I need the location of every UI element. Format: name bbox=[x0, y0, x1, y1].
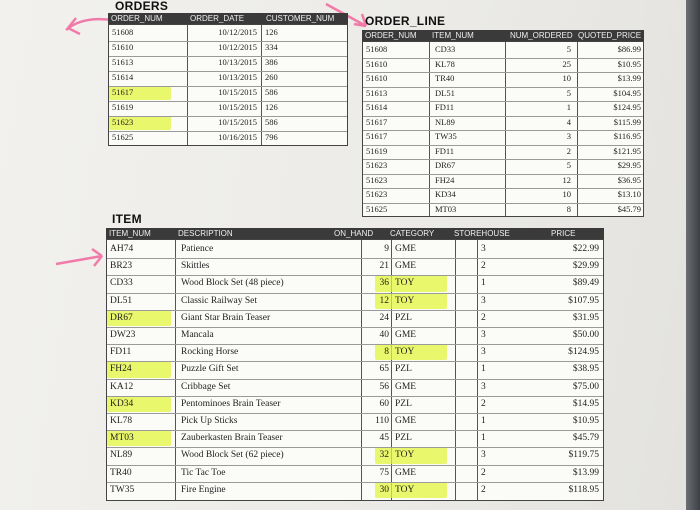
item-cell: DR67 bbox=[110, 312, 133, 323]
orderline-cell: FD11 bbox=[435, 102, 455, 112]
item-cell: PZL bbox=[395, 364, 412, 375]
item-cell: Puzzle Gift Set bbox=[181, 364, 239, 375]
orderline-cell: $104.95 bbox=[613, 87, 641, 98]
item-cell: Zauberkasten Brain Teaser bbox=[181, 433, 283, 444]
item-cell: FH24 bbox=[110, 364, 132, 375]
orders-cell: 10/15/2015 bbox=[218, 87, 257, 97]
item-cell: 3 bbox=[481, 330, 486, 340]
orderline-cell: $86.99 bbox=[617, 44, 641, 54]
item-cell: 3 bbox=[481, 450, 486, 461]
orderline-col-header: NUM_ORDERED bbox=[510, 31, 573, 40]
item-cell: 3 bbox=[481, 347, 486, 358]
item-cell: 24 bbox=[379, 312, 389, 323]
orderline-cell: 51623 bbox=[366, 174, 388, 185]
page-edge-shadow bbox=[686, 0, 700, 510]
item-cell: DL51 bbox=[110, 295, 133, 306]
column-divider bbox=[477, 240, 478, 500]
item-col-header: DESCRIPTION bbox=[178, 229, 233, 238]
item-cell: 3 bbox=[481, 381, 486, 392]
item-cell: PZL bbox=[395, 433, 412, 444]
item-col-header: STOREHOUSE bbox=[454, 229, 510, 238]
orderline-cell: 8 bbox=[566, 203, 571, 214]
orderline-cell: $36.95 bbox=[617, 174, 641, 185]
column-divider bbox=[577, 42, 578, 216]
item-cell: GME bbox=[395, 261, 417, 272]
column-divider bbox=[505, 42, 506, 216]
item-cell: GME bbox=[395, 330, 417, 340]
orderline-cell: $124.95 bbox=[613, 102, 641, 112]
orderline-cell: CD33 bbox=[435, 44, 456, 54]
item-header-row bbox=[106, 228, 604, 239]
item-col-header: ON_HAND bbox=[334, 229, 374, 238]
orderline-cell: 51625 bbox=[366, 203, 388, 214]
orderline-cell: $121.95 bbox=[613, 145, 641, 156]
item-cell: Tic Tac Toe bbox=[181, 467, 226, 478]
orderline-col-header: ITEM_NUM bbox=[432, 31, 474, 40]
item-cell: 2 bbox=[481, 312, 486, 323]
orderline-col-header: QUOTED_PRICE bbox=[578, 31, 642, 40]
orderline-cell: $13.99 bbox=[617, 73, 641, 83]
item-cell: $89.49 bbox=[572, 278, 599, 289]
item-cell: 2 bbox=[481, 467, 486, 478]
item-cell: $45.79 bbox=[572, 433, 599, 444]
orders-header-row bbox=[108, 13, 348, 24]
item-cell: Classic Railway Set bbox=[181, 295, 257, 306]
item-cell: Fire Engine bbox=[181, 484, 226, 495]
orderline-cell: $29.95 bbox=[617, 160, 641, 170]
item-cell: Rocking Horse bbox=[181, 347, 239, 358]
item-cell: $50.00 bbox=[572, 330, 599, 340]
item-cell: TOY bbox=[395, 295, 415, 306]
item-cell: TW35 bbox=[110, 484, 135, 495]
item-cell: KA12 bbox=[110, 381, 134, 392]
item-col-header: PRICE bbox=[551, 229, 576, 238]
orders-cell: 10/12/2015 bbox=[218, 27, 257, 37]
item-cell: 65 bbox=[379, 364, 389, 375]
orderline-col-header: ORDER_NUM bbox=[365, 31, 417, 40]
item-cell: TOY bbox=[395, 347, 415, 358]
orderline-cell: 51617 bbox=[366, 116, 388, 127]
item-cell: TR40 bbox=[110, 467, 132, 478]
item-cell: 30 bbox=[379, 484, 389, 495]
item-cell: $119.75 bbox=[568, 450, 599, 461]
item-cell: CD33 bbox=[110, 278, 133, 289]
orderline-cell: 5 bbox=[566, 44, 571, 54]
orders-cell: 386 bbox=[265, 57, 278, 67]
item-cell: GME bbox=[395, 244, 417, 254]
orders-cell: 51608 bbox=[112, 27, 134, 37]
item-col-header: ITEM_NUM bbox=[109, 229, 151, 238]
item-cell: GME bbox=[395, 381, 417, 392]
item-cell: Mancala bbox=[181, 330, 214, 340]
item-cell: PZL bbox=[395, 312, 412, 323]
orderline-cell: 3 bbox=[566, 131, 571, 141]
orderline-cell: FH24 bbox=[435, 174, 455, 185]
orderline-header-row bbox=[362, 30, 644, 41]
orders-table-title: ORDERS bbox=[115, 0, 169, 13]
orderline-cell: $115.99 bbox=[613, 116, 641, 127]
orderline-cell: 10 bbox=[562, 73, 571, 83]
orders-cell: 51613 bbox=[112, 57, 134, 67]
orderline-cell: 4 bbox=[566, 116, 571, 127]
orderline-cell: TR40 bbox=[435, 73, 455, 83]
item-cell: 3 bbox=[481, 295, 486, 306]
orderline-cell: 51608 bbox=[366, 44, 388, 54]
item-cell: 45 bbox=[379, 433, 389, 444]
orderline-cell: KD34 bbox=[435, 189, 456, 199]
item-cell: 12 bbox=[379, 295, 389, 306]
item-cell: BR23 bbox=[110, 261, 133, 272]
orders-cell: 51623 bbox=[112, 117, 134, 127]
item-cell: GME bbox=[395, 467, 417, 478]
orders-cell: 10/13/2015 bbox=[218, 72, 257, 82]
orderline-cell: 51617 bbox=[366, 131, 388, 141]
column-divider bbox=[261, 25, 262, 145]
item-cell: KL78 bbox=[110, 416, 133, 426]
item-cell: Cribbage Set bbox=[181, 381, 231, 392]
item-cell: KD34 bbox=[110, 398, 134, 409]
orderline-cell: 51610 bbox=[366, 73, 388, 83]
orderline-cell: KL78 bbox=[435, 58, 455, 69]
item-cell: $124.95 bbox=[568, 347, 599, 358]
item-cell: TOY bbox=[395, 450, 415, 461]
item-table bbox=[106, 239, 604, 501]
orders-cell: 51625 bbox=[112, 132, 134, 142]
item-cell: Giant Star Brain Teaser bbox=[181, 312, 271, 323]
item-cell: AH74 bbox=[110, 244, 134, 254]
item-cell: $38.95 bbox=[572, 364, 599, 375]
item-cell: $107.95 bbox=[568, 295, 599, 306]
item-cell: 9 bbox=[384, 244, 389, 254]
orders-cell: 10/12/2015 bbox=[218, 42, 257, 52]
orders-cell: 10/16/2015 bbox=[218, 132, 257, 142]
item-cell: $13.99 bbox=[572, 467, 599, 478]
item-cell: $75.00 bbox=[572, 381, 599, 392]
orders-cell: 10/15/2015 bbox=[218, 102, 257, 112]
item-cell: Wood Block Set (62 piece) bbox=[181, 450, 284, 461]
item-cell: TOY bbox=[395, 278, 415, 289]
orderline-cell: $116.95 bbox=[613, 131, 641, 141]
item-cell: MT03 bbox=[110, 433, 134, 444]
orderline-cell: 51623 bbox=[366, 160, 388, 170]
item-cell: 3 bbox=[481, 244, 486, 254]
item-cell: 1 bbox=[481, 364, 486, 375]
item-cell: 1 bbox=[481, 278, 486, 289]
orders-cell: 126 bbox=[265, 102, 278, 112]
item-cell: 2 bbox=[481, 261, 486, 272]
column-divider bbox=[429, 42, 430, 216]
orderline-cell: $13.10 bbox=[617, 189, 641, 199]
orders-cell: 586 bbox=[265, 117, 278, 127]
item-cell: Skittles bbox=[181, 261, 210, 272]
arrow-item-icon bbox=[52, 246, 112, 274]
orderline-cell: 51619 bbox=[366, 145, 388, 156]
item-col-header: CATEGORY bbox=[390, 229, 435, 238]
orders-cell: 334 bbox=[265, 42, 278, 52]
orders-cell: 10/13/2015 bbox=[218, 57, 257, 67]
item-cell: 36 bbox=[379, 278, 389, 289]
item-cell: TOY bbox=[395, 484, 415, 495]
item-cell: Patience bbox=[181, 244, 214, 254]
orderline-cell: 25 bbox=[562, 58, 571, 69]
orderline-cell: 1 bbox=[566, 102, 571, 112]
item-cell: DW23 bbox=[110, 330, 136, 340]
item-cell: NL89 bbox=[110, 450, 133, 461]
orders-col-header: ORDER_DATE bbox=[190, 14, 245, 23]
orderline-cell: DR67 bbox=[435, 160, 456, 170]
orderline-cell: $10.95 bbox=[617, 58, 641, 69]
item-cell: PZL bbox=[395, 398, 412, 409]
item-cell: 2 bbox=[481, 398, 486, 409]
orderline-cell: NL89 bbox=[435, 116, 455, 127]
orders-cell: 51614 bbox=[112, 72, 134, 82]
orderline-cell: MT03 bbox=[435, 203, 457, 214]
item-cell: GME bbox=[395, 416, 417, 426]
item-cell: 2 bbox=[481, 484, 486, 495]
item-cell: $14.95 bbox=[572, 398, 599, 409]
orders-col-header: ORDER_NUM bbox=[111, 14, 163, 23]
orderline-cell: 51614 bbox=[366, 102, 388, 112]
orders-cell: 260 bbox=[265, 72, 278, 82]
orderline-table-title: ORDER_LINE bbox=[365, 14, 446, 28]
orderline-cell: 5 bbox=[566, 160, 571, 170]
item-cell: 56 bbox=[379, 381, 389, 392]
item-cell: $118.95 bbox=[568, 484, 599, 495]
orders-cell: 51610 bbox=[112, 42, 134, 52]
item-table-title: ITEM bbox=[112, 212, 142, 226]
item-cell: $29.99 bbox=[572, 261, 599, 272]
orders-cell: 586 bbox=[265, 87, 278, 97]
item-cell: 60 bbox=[379, 398, 389, 409]
item-cell: 8 bbox=[384, 347, 389, 358]
orderline-cell: 51610 bbox=[366, 58, 388, 69]
item-cell: 40 bbox=[379, 330, 389, 340]
orders-cell: 126 bbox=[265, 27, 278, 37]
orderline-cell: 10 bbox=[562, 189, 571, 199]
item-cell: $31.95 bbox=[572, 312, 599, 323]
orders-cell: 51619 bbox=[112, 102, 134, 112]
item-cell: 75 bbox=[379, 467, 389, 478]
item-cell: 32 bbox=[379, 450, 389, 461]
column-divider bbox=[175, 240, 176, 500]
orders-cell: 796 bbox=[265, 132, 278, 142]
orderline-cell: 12 bbox=[562, 174, 571, 185]
column-divider bbox=[187, 25, 188, 145]
item-cell: FD11 bbox=[110, 347, 132, 358]
item-cell: 110 bbox=[375, 416, 389, 426]
orderline-cell: 51613 bbox=[366, 87, 388, 98]
item-cell: Wood Block Set (48 piece) bbox=[181, 278, 284, 289]
orderline-cell: $45.79 bbox=[617, 203, 641, 214]
orders-table bbox=[108, 24, 348, 146]
column-divider bbox=[455, 240, 456, 500]
orderline-cell: 2 bbox=[566, 145, 571, 156]
orders-cell: 10/15/2015 bbox=[218, 117, 257, 127]
orderline-table bbox=[362, 41, 644, 217]
orderline-cell: FD11 bbox=[435, 145, 455, 156]
orderline-cell: TW35 bbox=[435, 131, 457, 141]
item-cell: $22.99 bbox=[572, 244, 599, 254]
item-cell: 21 bbox=[379, 261, 389, 272]
orderline-cell: 5 bbox=[566, 87, 571, 98]
item-cell: 1 bbox=[481, 433, 486, 444]
item-cell: 1 bbox=[481, 416, 486, 426]
item-cell: Pentominoes Brain Teaser bbox=[181, 398, 281, 409]
orderline-cell: DL51 bbox=[435, 87, 455, 98]
orderline-cell: 51623 bbox=[366, 189, 388, 199]
orders-cell: 51617 bbox=[112, 87, 134, 97]
orders-col-header: CUSTOMER_NUM bbox=[266, 14, 335, 23]
item-cell: $10.95 bbox=[572, 416, 599, 426]
item-cell: Pick Up Sticks bbox=[181, 416, 238, 426]
